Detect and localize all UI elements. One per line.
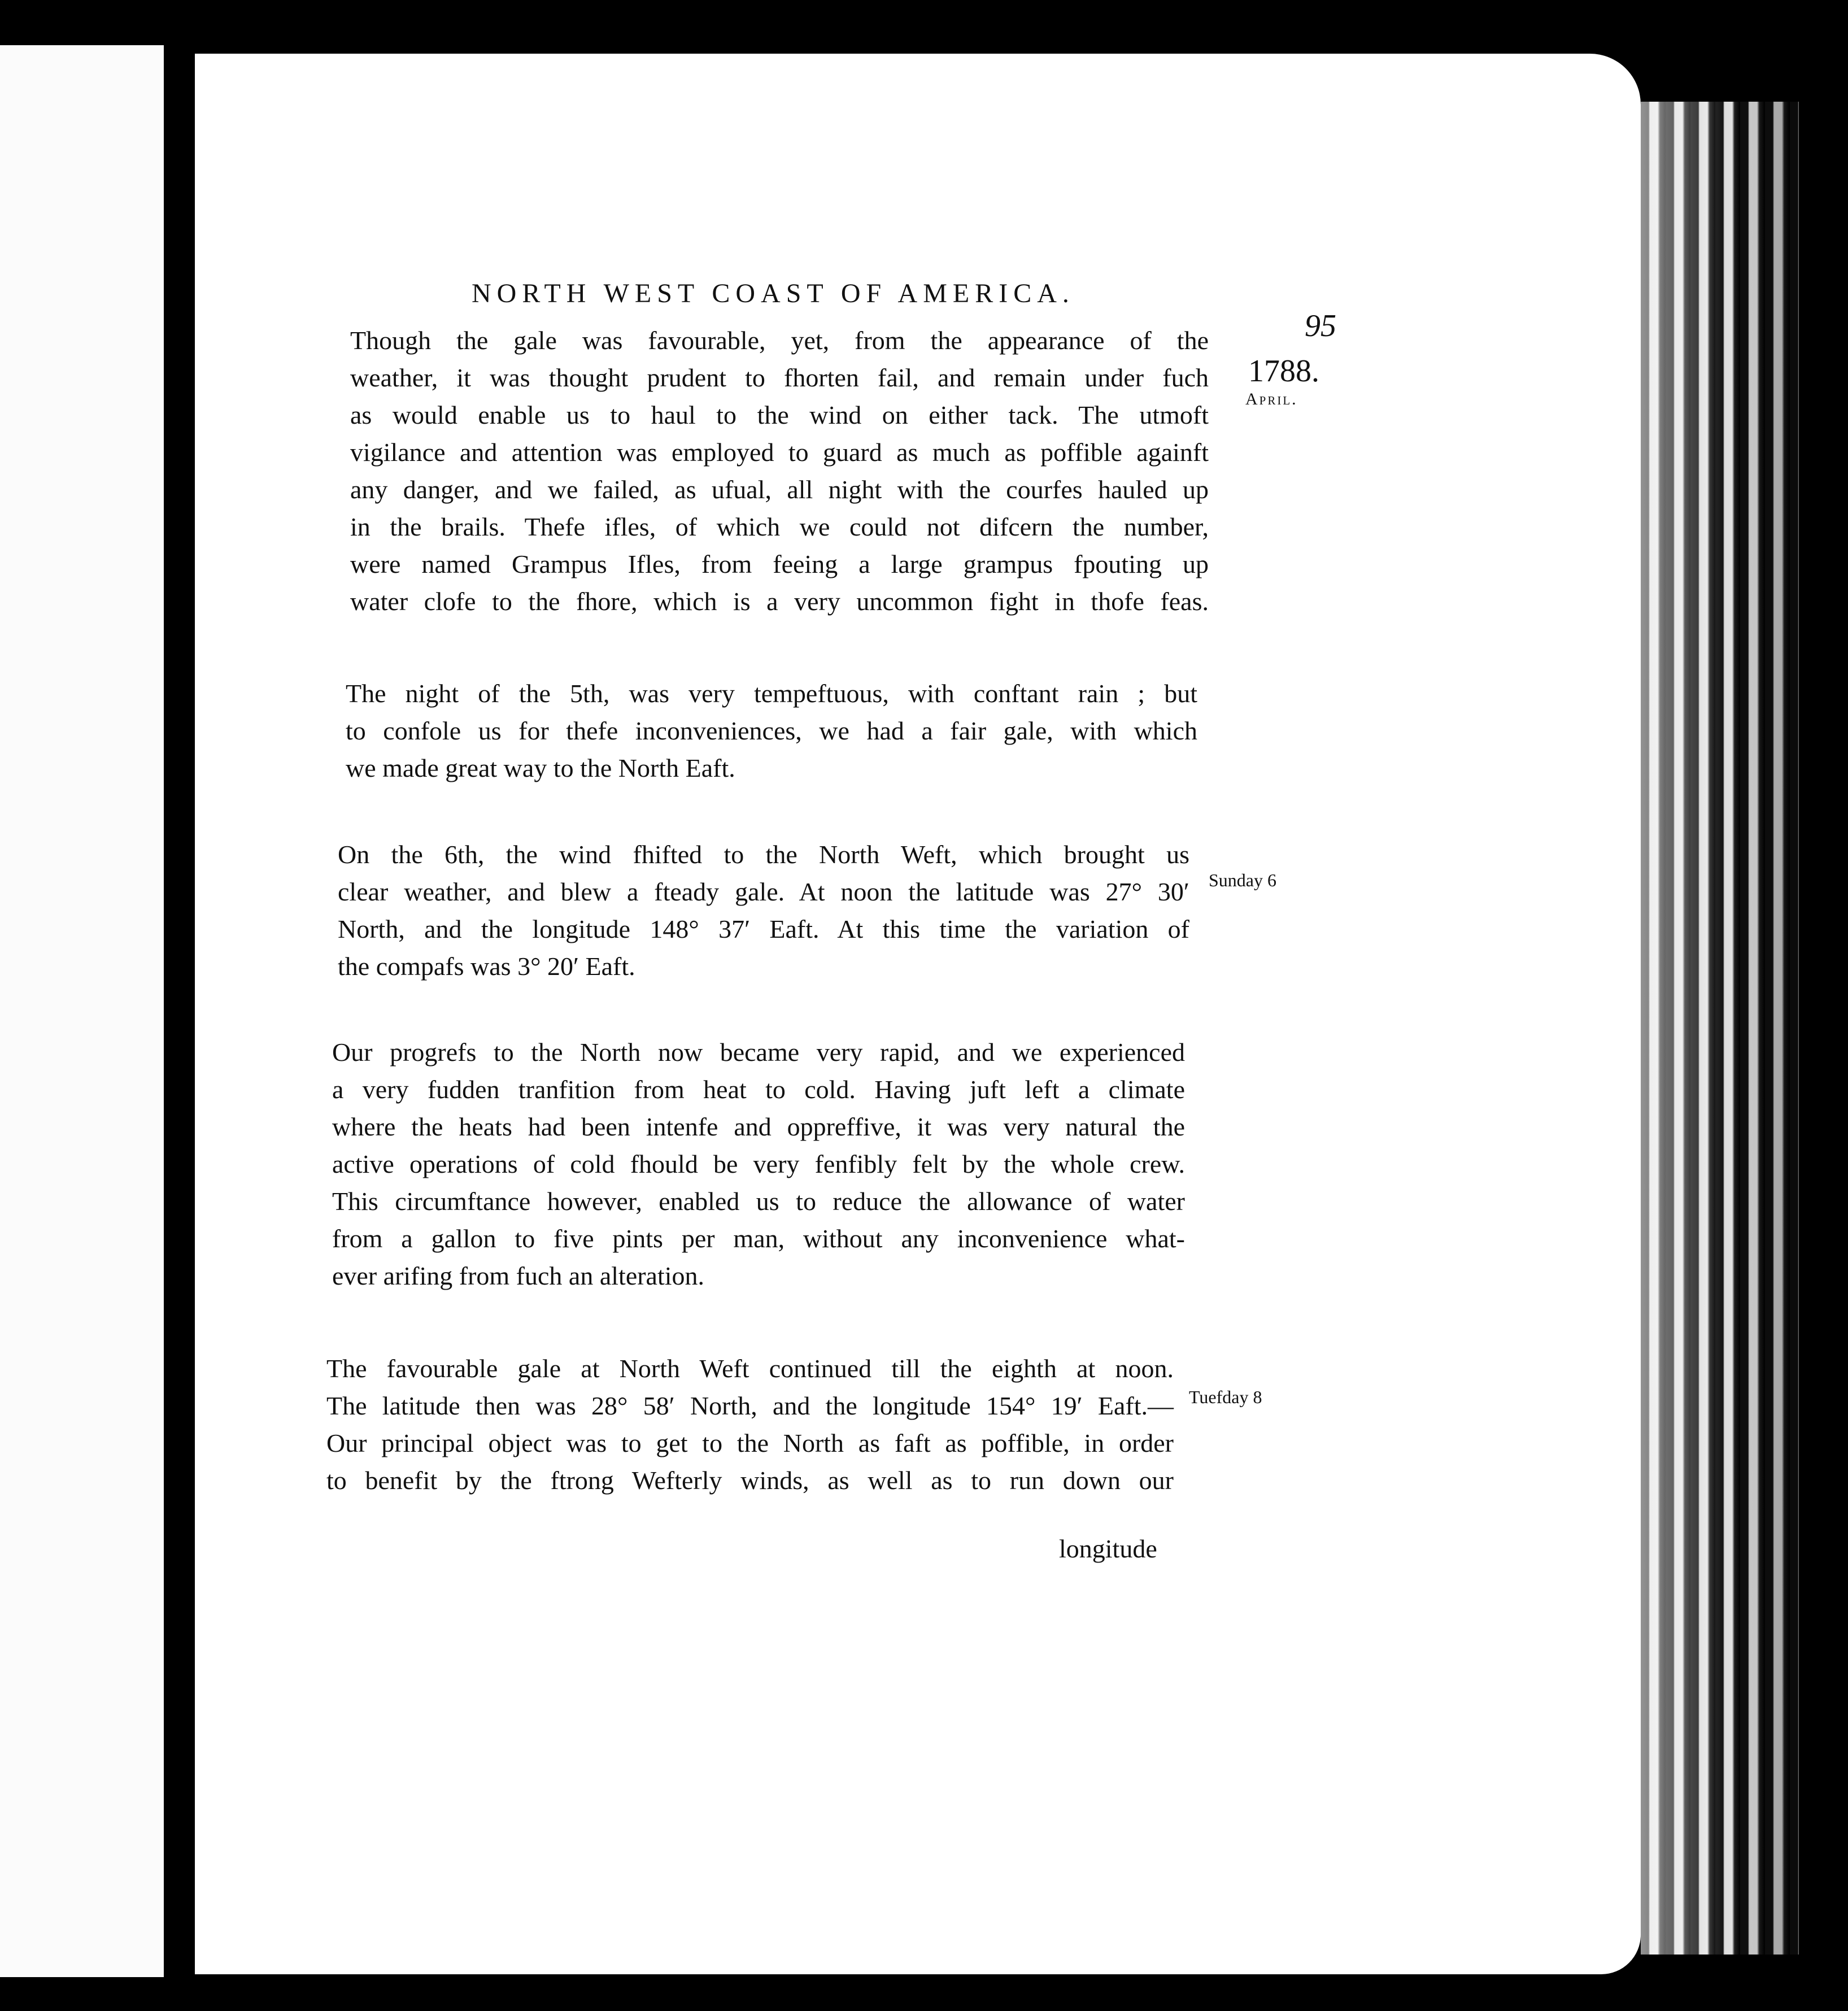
margin-month: April. <box>1245 390 1298 408</box>
text-line: from a gallon to five pints per man, without any inconvenience what- <box>332 1224 1185 1253</box>
text-line: On the 6th, the wind fhifted to the North Weft, which brought us <box>338 840 1189 869</box>
text-line: to benefit by the ftrong Wefterly winds, as well as to run down our <box>326 1466 1174 1495</box>
book-gutter <box>164 0 195 2011</box>
margin-date-tuesday: Tuefday 8 <box>1189 1387 1262 1407</box>
text-line: any danger, and we failed, as ufual, all night with the courfes hauled up <box>350 475 1209 504</box>
text-line: vigilance and attention was employed to guard as much as poffible againft <box>350 438 1209 467</box>
text-line: The favourable gale at North Weft continued till the eighth at noon. <box>326 1354 1174 1383</box>
margin-date-sunday: Sunday 6 <box>1209 870 1276 890</box>
paragraph-5 <box>326 1350 1174 1499</box>
paragraph-3 <box>338 836 1189 985</box>
scan-border <box>1799 0 1848 2011</box>
text-line: weather, it was thought prudent to fhorten fail, and remain under fuch <box>350 363 1209 392</box>
text-line: as would enable us to haul to the wind on either tack. The utmoft <box>350 401 1209 429</box>
page-number: 95 <box>1305 308 1336 343</box>
text-line: we made great way to the North Eaft. <box>346 754 735 782</box>
text-line: Our principal object was to get to the North as faft as poffible, in order <box>326 1429 1174 1457</box>
text-line: the compafs was 3° 20′ Eaft. <box>338 952 635 981</box>
text-line: Though the gale was favourable, yet, from the appearance of the <box>350 326 1209 355</box>
paragraph-2 <box>346 675 1197 787</box>
text-line: The latitude then was 28° 58′ North, and the longitude 154° 19′ Eaft.— <box>326 1391 1174 1420</box>
text-line: The night of the 5th, was very tempeftuous, with conftant rain ; but <box>346 679 1197 708</box>
text-line: a very fudden tranfition from heat to cold. Having juft left a climate <box>332 1075 1185 1104</box>
text-line: ever arifing from fuch an alteration. <box>332 1261 705 1290</box>
text-line: to confole us for thefe inconveniences, we had a fair gale, with which <box>346 716 1197 745</box>
text-line: in the brails. Thefe ifles, of which we could not difcern the number, <box>350 512 1209 541</box>
paragraph-4 <box>332 1034 1185 1295</box>
running-title: NORTH WEST COAST OF AMERICA. <box>472 278 1075 308</box>
catchword: longitude <box>1059 1534 1157 1563</box>
text-line: water clofe to the fhore, which is a very uncommon fight in thofe feas. <box>350 587 1209 616</box>
paragraph-1 <box>350 322 1209 620</box>
facing-page-edge <box>0 45 164 1977</box>
text-line: This circumftance however, enabled us to reduce the allowance of water <box>332 1187 1185 1216</box>
text-line: clear weather, and blew a fteady gale. At noon the latitude was 27° 30′ <box>338 877 1189 906</box>
margin-year: 1788. <box>1248 354 1319 389</box>
text-line: were named Grampus Ifles, from feeing a large grampus fpouting up <box>350 550 1209 578</box>
text-line: where the heats had been intenfe and oppreffive, it was very natural the <box>332 1112 1185 1141</box>
text-line: Our progrefs to the North now became very rapid, and we experienced <box>332 1038 1185 1067</box>
text-line: North, and the longitude 148° 37′ Eaft. At this time the variation of <box>338 915 1189 943</box>
text-line: active operations of cold fhould be very fenfibly felt by the whole crew. <box>332 1150 1185 1178</box>
